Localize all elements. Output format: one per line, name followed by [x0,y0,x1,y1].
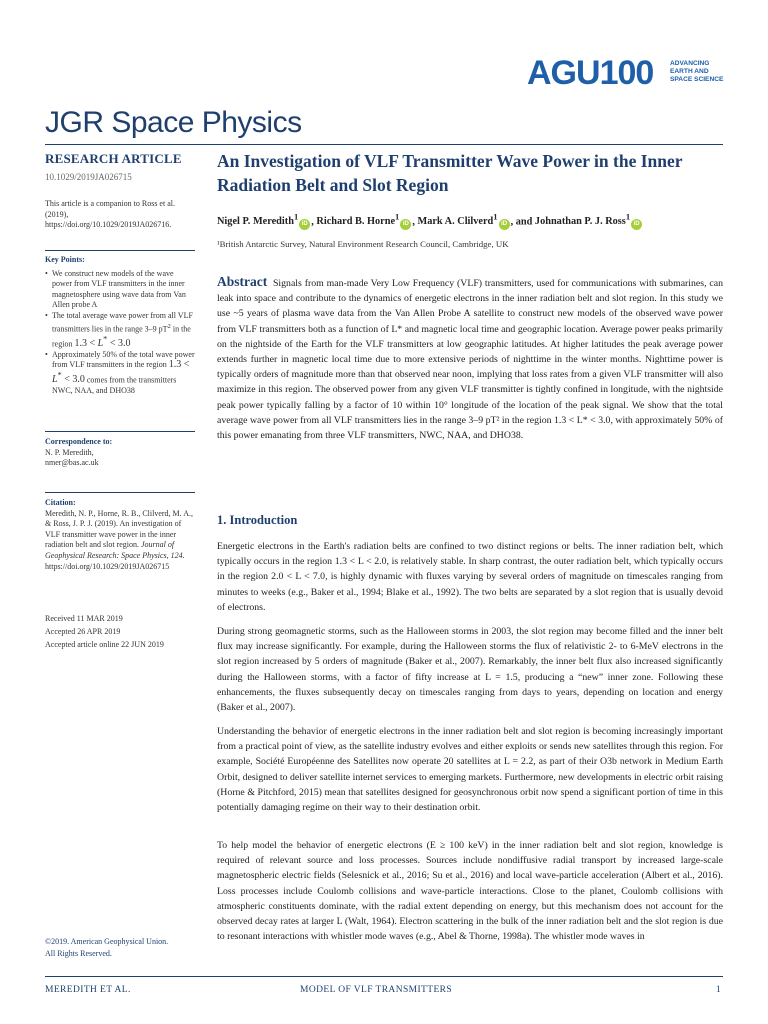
footer-divider [45,976,723,977]
orcid-icon[interactable]: iD [299,219,310,230]
correspondence-heading: Correspondence to: [45,437,113,446]
author[interactable]: Mark A. Clilverd$^1$iD [418,216,511,227]
affiliation: ¹British Antarctic Survey, Natural Environment Research Council, Cambridge, UK [217,239,509,249]
intro-paragraph-2: During strong geomagnetic storms, such as the Halloween storms in 2003, the slot region may become filled and the inner belt flux may increase significantly. For example, during the Halloween storms the flux of relativistic 2- to 6-MeV electrons in the slot region increased by 5 orders of magnitude (Baker et al., 2007). Remarkably, the inner belt flux also increased significantly during the Halloween storms, with a factor of fifty increase at L = 1.5, producing a “new” inner zone. Following these enhancements, the fluxes subsequently decay on timescales ranging from days to years, depending on location and energy (Baker et al., 2007). [217,626,723,714]
intro-paragraph-4: To help model the behavior of energetic electrons (E ≥ 100 keV) in the inner radiation belt and slot region, knowledge is required of relevant source and loss processes. Sources include nondiffusive radial transport by increased large-scale magnetospheric electric fields (Selesnick et al., 2016; Su et al., 2016) and local wave-particle acceleration (Albert et al., 2016). Loss processes include Coulomb collisions and wave-particle interactions. Close to the planet, Coulomb collisions with atmospheric constituents dominate, with the radial extent depending on energy, but this mechanism does not account for the observed decay rates at larger L (Walt, 1964). Electron scattering in the bulk of the inner radiation belt and the slot region is due to resonant interactions with whistler mode waves (e.g., Abel & Thorne, 1998a). The whistler mode waves in [217,840,723,943]
citation-text: Meredith, N. P., Horne, R. B., Clilverd, M. A., & Ross, J. P. J. (2019). An investigation of VLF transmitter wave power in the inner radiation belt and slot region. Journal of Geophysical Research: Space Physics, 124. https://doi.org/10.1029/2019JA026715 [45,508,193,571]
article-dates [45,612,195,651]
author[interactable]: Johnathan P. J. Ross$^1$iD [535,216,643,227]
key-points [45,255,195,396]
logo-tagline-line: SPACE SCIENCE [670,76,724,83]
abstract [217,274,723,443]
intro-paragraph-1: Energetic electrons in the Earth's radiation belts are confined to two distinct regions or belts. The inner radiation belt, which typically occurs in the region 1.3 < L < 2.0, is relatively stable. In sharp contrast, the outer radiation belt, which typically occurs in the region 2.0 < L < 7.0, is highly dynamic with fluxes varying by several orders of magnitude on timescales ranging from minutes to weeks (e.g., Baker et al., 1994; Blake et al., 1992). The two belts are separated by a slot region that is usually devoid of electrons. [217,541,723,613]
citation-heading: Citation: [45,498,76,507]
orcid-icon[interactable]: iD [499,219,510,230]
copyright-line: ©2019. American Geophysical Union. [45,937,169,946]
sidebar-divider [45,250,195,251]
copyright [45,936,205,959]
abstract-label: Abstract [217,274,268,289]
date-online: Accepted article online 22 JUN 2019 [45,640,164,649]
logo-text-100: 100 [599,54,654,92]
correspondent-name: N. P. Meredith, [45,447,94,457]
copyright-line: All Rights Reserved. [45,948,112,958]
correspondent-email[interactable]: nmer@bas.ac.uk [45,458,99,468]
author[interactable]: Nigel P. Meredith$^1$iD [217,216,311,227]
article-type: RESEARCH ARTICLE [45,151,182,166]
companion-note: This article is a companion to Ross et al. (2019), https://doi.org/10.1029/2019JA026716. [45,199,175,230]
page-number: 1 [716,985,722,995]
author-list: Nigel P. Meredith$^1$iD , Richard B. Horne$^1$iD , Mark A. Clilverd$^1$iD , and Johnathan P. J. Ross$^1$iD [217,210,723,230]
key-point-item: • We construct new models of the wave power from VLF transmitters in the inner magnetosphere using wave data from Van Allen probe A [45,269,195,311]
footer-authors: MEREDITH ET AL. [45,985,131,995]
abstract-text: Signals from man-made Very Low Frequency (VLF) transmitters, used for communications with submarines, can leak into space and contribute to the dynamics of energetic electrons in the inner radiation belt and slot region. In this study we use ~5 years of plasma wave data from the Van Allen Probe A satellite to construct new models of the observed wave power from VLF transmitters both as a function of L* and magnetic local time and geographic location. Average power peaks primarily on the nightside of the Earth for the VLF transmitters at low geographic latitudes. At higher latitudes the peak average power extends further in magnetic local time due to more extensive periods of nighttime in the winter months. Nighttime power is typically orders of magnitude more than that observed near noon, implying that loss rates from a given VLF transmitter will also maximize in this region. The observed power from any given VLF transmitter is tightly confined in longitude, with the nightside peak power typically falling by a factor of 10 within 10° longitude of the location of the peak signal. We show that the total average wave power from all VLF transmitters lies in the range 3–9 pT² in the region 1.3 < L* < 3.0, with approximately 50% of this power emanating from three VLF transmitters, NWC, NAA, and DHO38. [217,278,723,442]
agu100-logo [527,55,667,91]
logo-tagline-line: ADVANCING [670,60,710,67]
header-divider [45,144,723,145]
date-accepted: Accepted 26 APR 2019 [45,627,121,636]
article-doi[interactable]: 10.1029/2019JA026715 [45,172,132,182]
key-point-item: • The total average wave power from all VLF transmitters lies in the range 3–9 $pT^2$ in the region 1.3 < L* < 3.0 [45,311,195,350]
footer-running-title: MODEL OF VLF TRANSMITTERS [300,985,453,995]
key-points-list [45,269,195,397]
date-received: Received 11 MAR 2019 [45,614,123,623]
journal-title: JGR Space Physics [45,106,302,139]
correspondence [45,437,195,469]
section-heading: 1. Introduction [217,513,298,527]
citation [45,498,195,572]
logo-text-agu: AGU [527,54,600,92]
author[interactable]: Richard B. Horne$^1$iD [316,216,412,227]
intro-paragraph-3: Understanding the behavior of energetic electrons in the inner radiation belt and slot region is becoming increasingly important from a practical point of view, as the satellite industry evolves and either exploits or sends new satellites through this region. For example, Société Européenne des Satellites now operate 20 satellites at L = 2.2, as part of their O3b network in Medium Earth Orbit, designed to deliver satellite internet services to emerging markets. Furthermore, new developments in electric orbit raising (Horne & Pitchford, 2015) mean that satellites designed for geosynchronous orbit now spend a significant portion of time in this potentially damaging regime on their way to their destination orbit. [217,726,723,814]
key-points-heading: Key Points: [45,255,85,264]
orcid-icon[interactable]: iD [400,219,411,230]
logo-tagline [670,60,760,84]
article-title: An Investigation of VLF Transmitter Wave Power in the Inner Radiation Belt and Slot Region [217,151,683,195]
key-point-item: • Approximately 50% of the total wave power from VLF transmitters in the region 1.3 < L* < 3.0 comes from the transmitters NWC, NAA, and DHO38 [45,350,195,397]
sidebar-divider [45,431,195,432]
logo-tagline-line: EARTH AND [670,68,709,75]
orcid-icon[interactable]: iD [631,219,642,230]
sidebar-divider [45,492,195,493]
